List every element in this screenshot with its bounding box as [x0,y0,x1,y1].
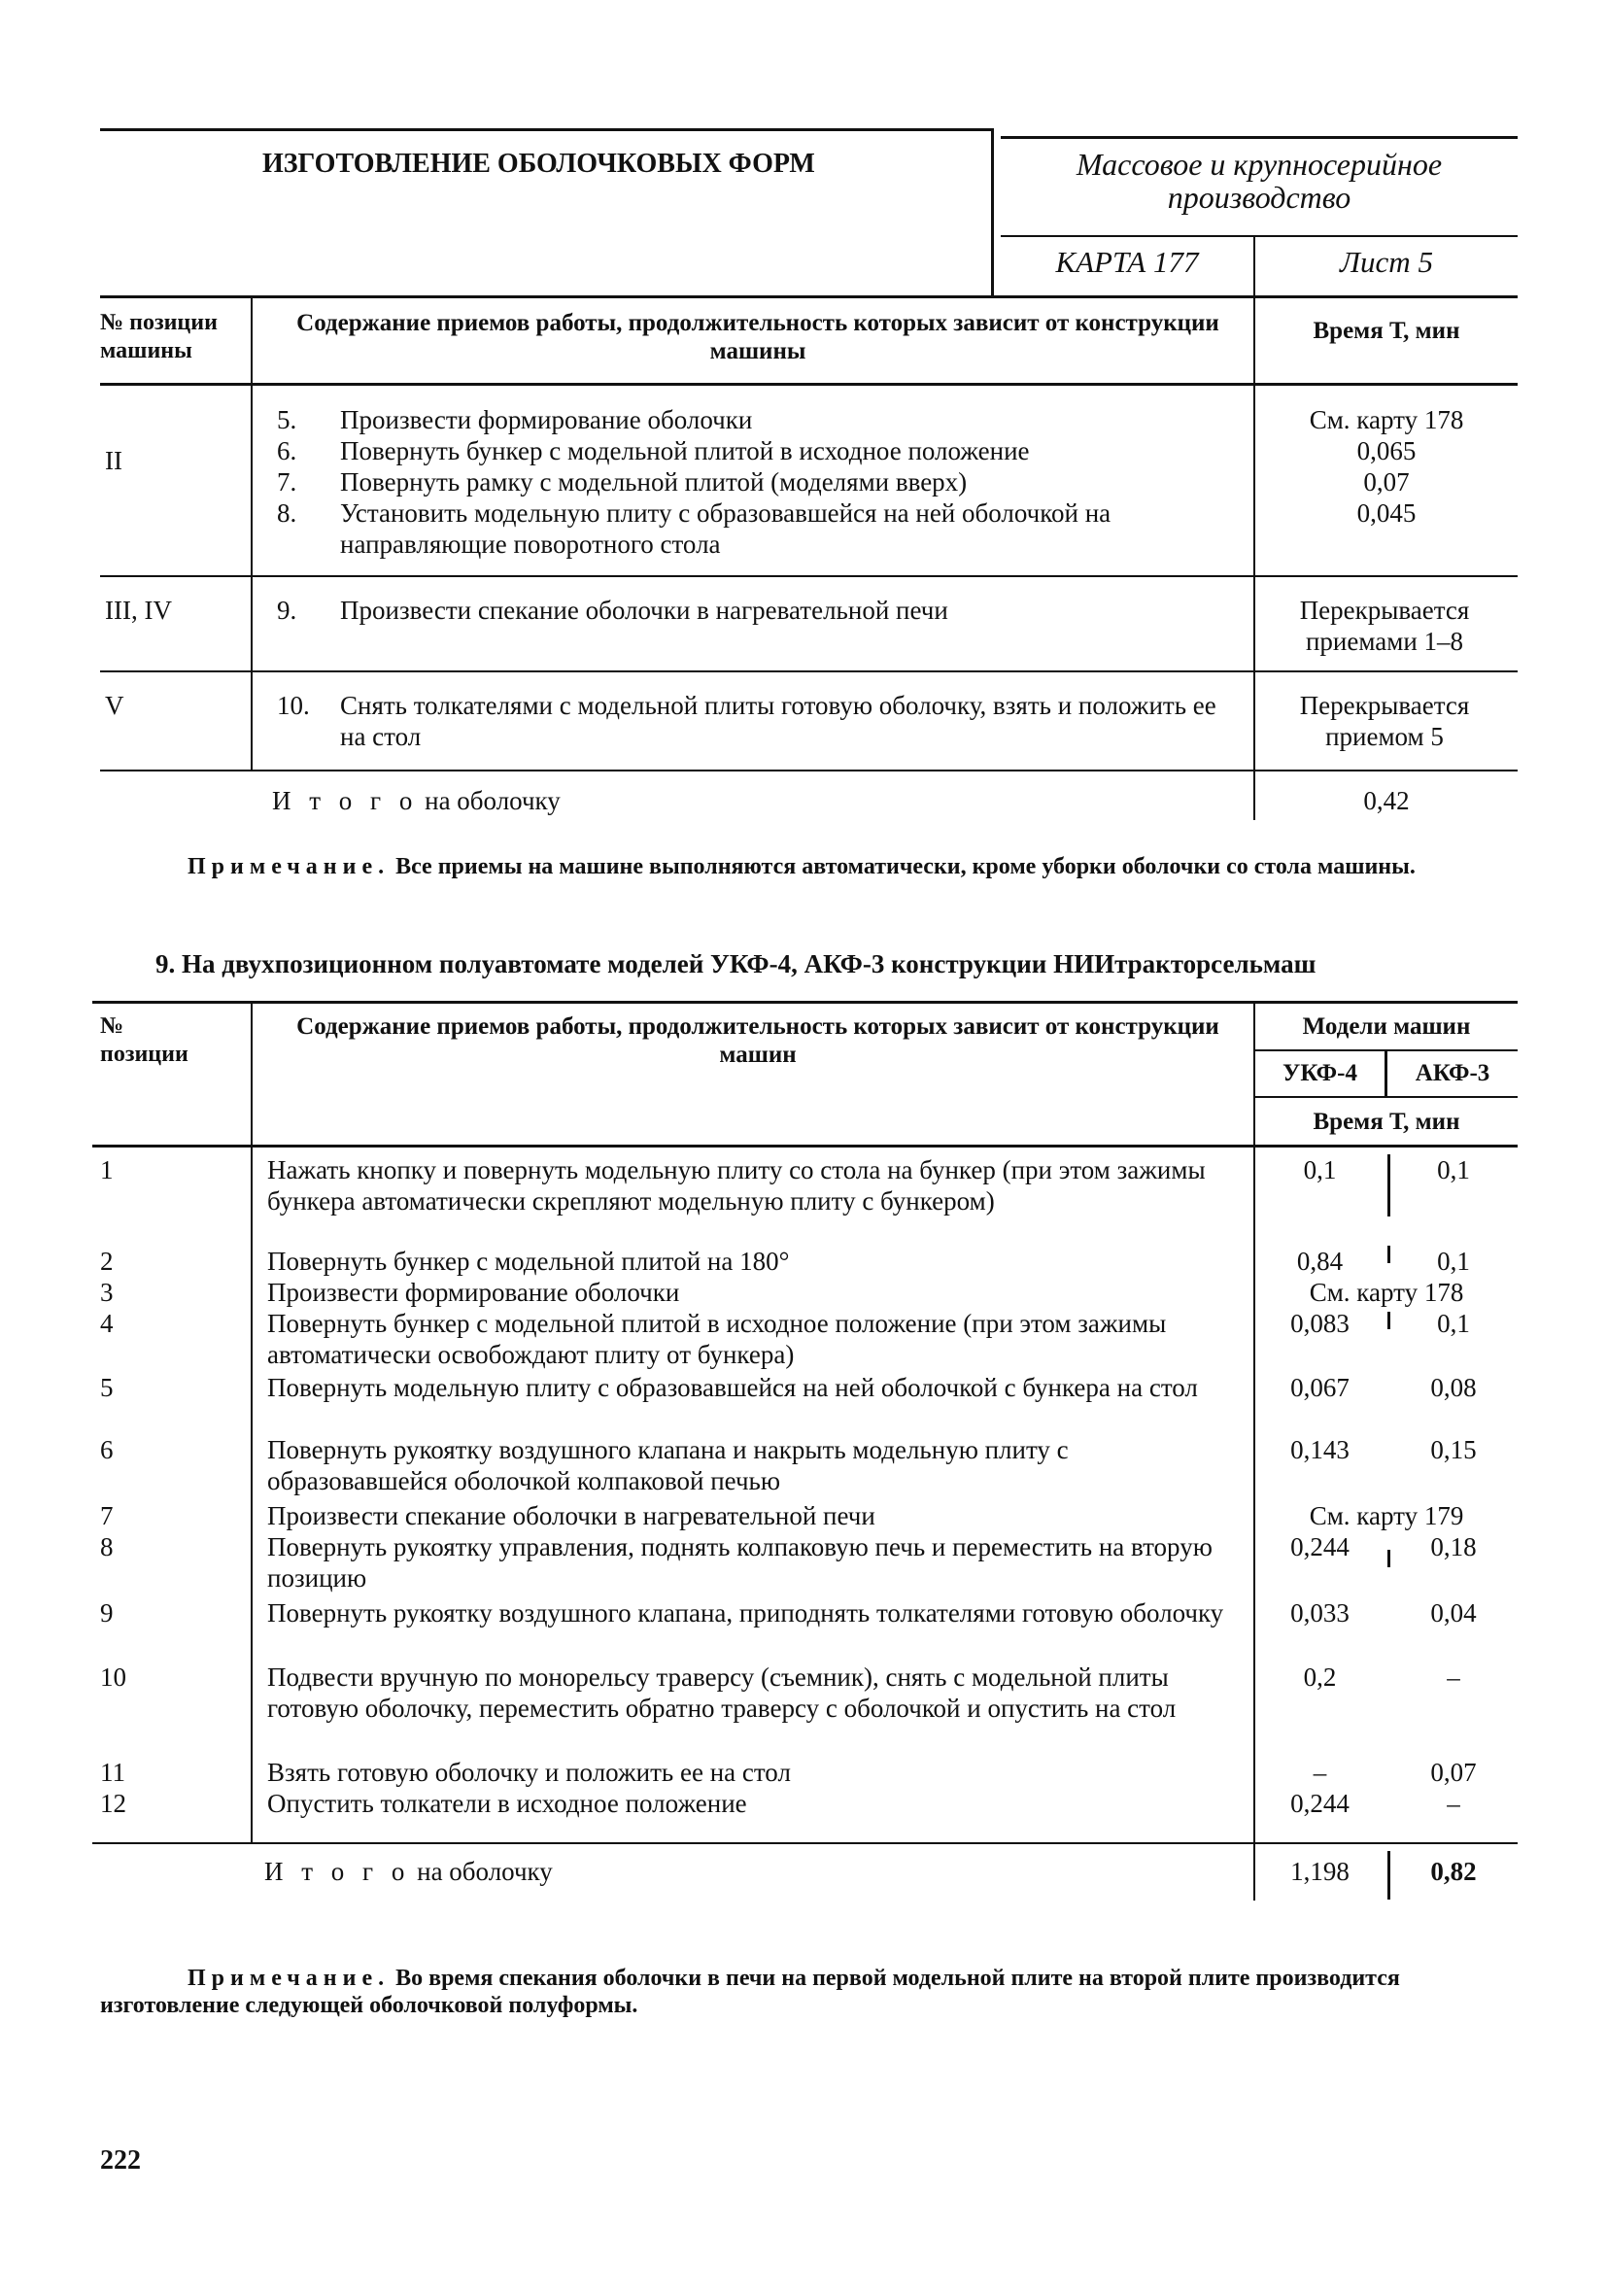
table1-row-text: Повернуть бункер с модельной плитой в исходное положение [340,436,1030,465]
table2-row-value-akf3: 0,1 [1437,1155,1470,1184]
table2-total-label: И т о г о [264,1857,411,1886]
table2-row-text: Повернуть рукоятку управления, поднять колпаковую печь и переместить на вторую позицию [267,1532,1213,1593]
table2-row-number: 3 [100,1278,114,1307]
table2-header-time: Время Т, мин [1313,1109,1460,1135]
table1-row-text: Снять толкателями с модельной плиты готовую оболочку, взять и положить ее на стол [340,691,1216,751]
note-1-label: Примечание. [188,854,391,879]
sheet-number: Лист 5 [1340,245,1433,279]
table2-bottom-rule [92,1842,1518,1844]
table1-row-time: 0,065 [1356,436,1417,465]
table2-row-value-ukf4: 0,84 [1296,1247,1344,1276]
table2-row-text: Повернуть бункер с модельной плитой в исходное положение (при этом зажимы автоматически освобождают плиту от бункера) [267,1309,1167,1369]
table2-row-value-akf3: 0,15 [1430,1435,1477,1464]
table2-row-text: Опустить толкатели в исходное положение [267,1789,747,1818]
table1-col-divider-2 [1253,295,1255,820]
table1-row-time: 0,07 [1363,467,1410,497]
table1-row-number: 10. [277,691,310,720]
table2-row-text: Подвести вручную по монорельсу траверсу (съемник), снять с модельной плиты готовую оболочку, переместить обратно траверсу с оболочкой и опустить на стол [267,1662,1177,1723]
table2-row-number: 4 [100,1309,114,1338]
document-title: ИЗГОТОВЛЕНИЕ ОБОЛОЧКОВЫХ ФОРМ [262,149,815,179]
table2-header-models: Модели машин [1302,1013,1471,1040]
table1-group-position: V [105,691,124,720]
table2-row-value-akf3: – [1447,1789,1460,1818]
table2-col-divider-1 [251,1001,253,1844]
section-9-heading: 9. На двухпозиционном полуавтомате моделей УКФ-4, АКФ-3 конструкции НИИтракторсельмаш [155,949,1316,978]
table2-row-value-ukf4: 0,083 [1290,1309,1350,1338]
table1-group-rule [100,670,1518,672]
table1-group-position: II [105,446,122,475]
production-type [1001,148,1518,214]
table2-row-text: Повернуть рукоятку воздушного клапана и накрыть модельную плиту с образовавшейся оболочкой колпаковой печью [267,1435,1069,1495]
table2-row-value-span: См. карту 179 [1309,1501,1464,1530]
table1-top-rule [100,295,1518,298]
table2-row-value-akf3: – [1447,1662,1460,1692]
table1-header-time: Время Т, мин [1313,318,1460,344]
table1-row-time: 0,045 [1356,498,1417,528]
note-2-label: Примечание. [188,1966,391,1991]
table2-row-value-ukf4: 0,067 [1290,1373,1350,1402]
table1-total-suffix: на оболочку [425,786,561,815]
table2-row-value-ukf4: 0,2 [1303,1662,1337,1692]
production-type-line1: Массовое и крупносерийное [1076,147,1443,182]
table1-header-position: № позиции машины [100,310,218,363]
table2-row-number: 12 [100,1789,126,1818]
table2-row-text: Взять готовую оболочку и положить ее на стол [267,1758,791,1787]
table2-header-model-a: УКФ-4 [1282,1060,1357,1086]
table2-header-model-b: АКФ-3 [1415,1060,1490,1086]
header-mid-rule [1001,235,1518,237]
table1-group-rule [100,575,1518,577]
table2-row-number: 7 [100,1501,114,1530]
table2-row-number: 1 [100,1155,114,1184]
table2-row-value-akf3: 0,18 [1430,1532,1477,1561]
note-2 [100,1965,1518,2019]
note-2-text: Во время спекания оболочки в печи на первой модельной плите на второй плите производится изготовление следующей оболочковой полуформы. [100,1966,1400,2018]
table2-row-number: 10 [100,1662,126,1692]
table1-row-number: 8. [277,498,297,528]
note-1 [100,853,1518,880]
table2-total-suffix: на оболочку [417,1857,553,1886]
table2-row-number: 8 [100,1532,114,1561]
table2-row-number: 6 [100,1435,114,1464]
table1-row-time: Перекрывается приемом 5 [1299,691,1470,751]
card-number: КАРТА 177 [1055,245,1199,279]
table2-model-names-rule [1253,1096,1518,1098]
table2-row-number: 5 [100,1373,114,1402]
table2-row-value-ukf4: 0,033 [1290,1598,1350,1628]
table2-row-text: Произвести формирование оболочки [267,1278,680,1307]
table1-row-number: 6. [277,436,297,465]
table2-total-ukf4: 1,198 [1290,1857,1350,1886]
table1-row-number: 5. [277,405,297,434]
table2-row-value-ukf4: 0,244 [1290,1532,1350,1561]
production-type-line2: производство [1167,180,1351,215]
table1-row-text: Произвести спекание оболочки в нагревательной печи [340,596,948,625]
page-number: 222 [100,2145,141,2176]
table1-group-position: III, IV [105,596,172,625]
table1-total-value: 0,42 [1363,786,1410,815]
table2-row-value-akf3: 0,04 [1430,1598,1477,1628]
table2-row-value-span: См. карту 178 [1309,1278,1464,1307]
table2-top-rule [92,1001,1518,1004]
table1-row-text: Установить модельную плиту с образовавшейся на ней оболочкой на направляющие поворотного стола [340,498,1111,559]
table1-row-text: Произвести формирование оболочки [340,405,753,434]
table2-row-text: Повернуть бункер с модельной плитой на 180° [267,1247,790,1276]
table2-header-rule [92,1145,1518,1148]
note-1-text: Все приемы на машине выполняются автоматически, кроме уборки оболочки со стола машины. [395,854,1416,879]
table1-row-number: 9. [277,596,297,625]
table2-row-number: 11 [100,1758,125,1787]
table2-total [264,1856,553,1887]
table2-header-content: Содержание приемов работы, продолжительность которых зависит от конструкции машин [296,1013,1219,1068]
table1-total-label: И т о г о [272,786,419,815]
table1-header-rule [100,383,1518,386]
header-vertical-divider [991,128,994,295]
table2-row-value-ukf4: 0,143 [1290,1435,1350,1464]
table2-header-position: № позиции [100,1013,188,1067]
table1-total [272,785,561,816]
table2-row-number: 9 [100,1598,114,1628]
table1-row-number: 7. [277,467,297,497]
table2-row-value-akf3: 0,1 [1437,1309,1470,1338]
header-top-rule-left [100,128,994,131]
table2-row-text: Нажать кнопку и повернуть модельную плиту со стола на бункер (при этом зажимы бункера автоматически скрепляют модельную плиту с бункером) [267,1155,1206,1216]
table2-row-value-akf3: 0,08 [1430,1373,1477,1402]
table2-row-number: 2 [100,1247,114,1276]
table2-row-value-ukf4: 0,1 [1303,1155,1337,1184]
table1-bottom-rule [100,770,1518,771]
header-top-rule-right [1001,136,1518,139]
table2-row-value-ukf4: 0,244 [1290,1789,1350,1818]
table2-row-value-akf3: 0,1 [1437,1247,1470,1276]
table1-row-text: Повернуть рамку с модельной плитой (моделями вверх) [340,467,968,497]
table1-row-time: Перекрывается приемами 1–8 [1299,596,1470,656]
table2-row-text: Повернуть рукоятку воздушного клапана, приподнять толкателями готовую оболочку [267,1598,1224,1628]
table1-col-divider-1 [251,295,253,771]
table1-row-time: См. карту 178 [1309,405,1464,434]
table2-row-value-akf3: 0,07 [1430,1758,1477,1787]
table2-row-text: Повернуть модельную плиту с образовавшейся на ней оболочкой с бункера на стол [267,1373,1198,1402]
table2-row-value-ukf4: – [1313,1758,1327,1787]
table2-row-text: Произвести спекание оболочки в нагревательной печи [267,1501,875,1530]
table1-header-content: Содержание приемов работы, продолжительность которых зависит от конструкции машины [296,310,1219,364]
table2-total-akf3: 0,82 [1430,1857,1477,1886]
